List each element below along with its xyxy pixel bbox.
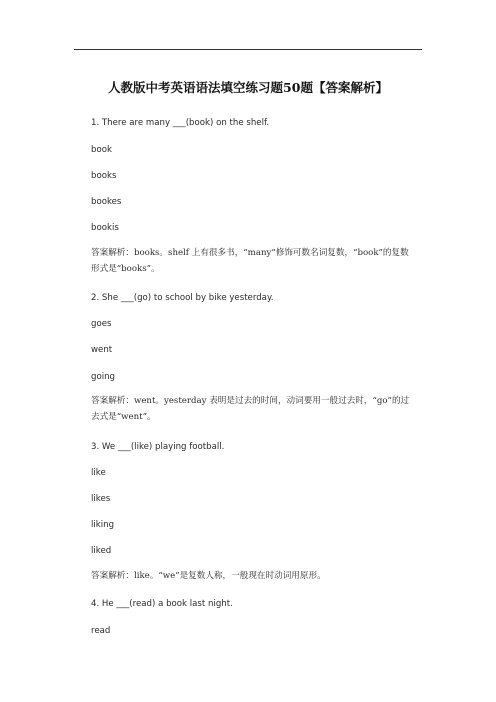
q2-option-3: going <box>91 372 116 382</box>
q1-option-1: book <box>91 145 112 155</box>
q2-option-2: went <box>91 345 113 355</box>
q3-option-1: like <box>91 468 106 478</box>
q4-option-1: read <box>91 626 111 636</box>
document-title: 人教版中考英语语法填空练习题50题【答案解析】 <box>108 80 388 95</box>
q3-option-3: liking <box>91 520 115 530</box>
q2-option-1: goes <box>91 319 112 329</box>
header-rule <box>74 49 422 50</box>
question-1: 1. There are many ___(book) on the shelf. <box>91 118 270 128</box>
q1-option-3: bookes <box>91 197 122 207</box>
q3-option-2: likes <box>91 494 111 504</box>
question-4: 4. He ___(read) a book last night. <box>91 599 233 609</box>
q1-option-2: books <box>91 171 117 181</box>
q3-answer-explanation: 答案解析：like。“we”是复数人称，一般现在时动词用原形。 <box>91 571 326 581</box>
question-2: 2. She ___(go) to school by bike yesterday. <box>91 293 274 303</box>
q2-answer-explanation: 答案解析：went。yesterday 表明是过去的时间，动词要用一般过去时，“go”的过去式是“went”。 <box>91 396 410 422</box>
question-3: 3. We ___(like) playing football. <box>91 442 225 452</box>
q1-answer-explanation: 答案解析：books。shelf 上有很多书，“many”修饰可数名词复数，“book”的复数形式是“books”。 <box>91 248 409 274</box>
q3-option-4: liked <box>91 546 112 556</box>
q1-option-4: bookis <box>91 223 119 233</box>
